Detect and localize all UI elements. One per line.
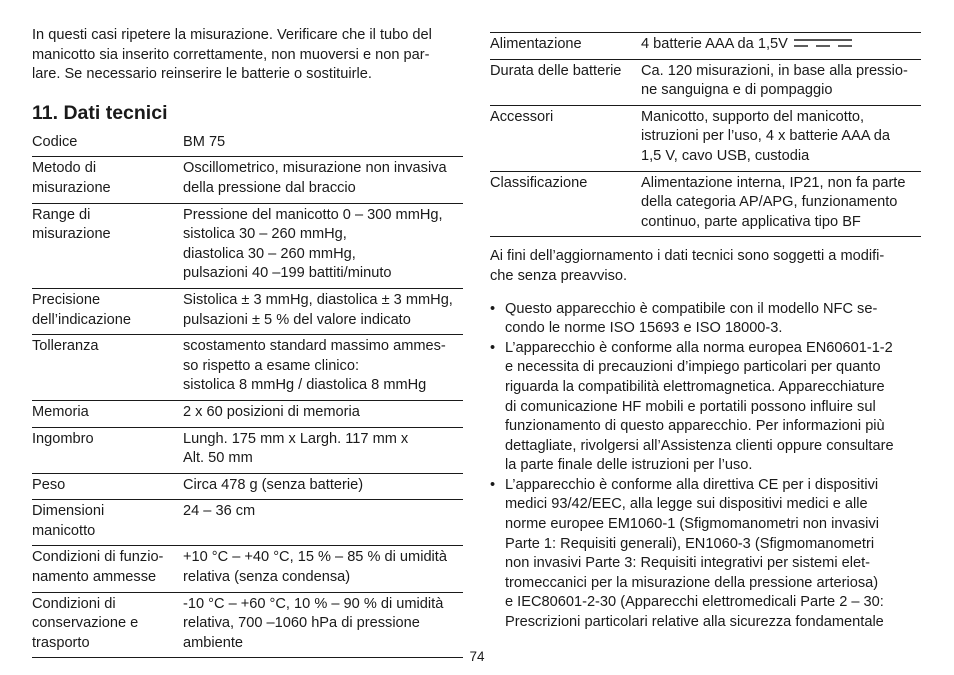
spec-label-line: Dimensioni xyxy=(32,503,105,520)
compliance-item-line: e necessita di precauzioni d’impiego particolari per quanto xyxy=(505,359,881,376)
spec-value xyxy=(641,33,921,60)
right-column xyxy=(490,32,921,633)
spec-label-line: misurazione xyxy=(32,179,111,196)
compliance-item-line: dettagliate, rivolgersi all’Assistenza clienti oppure consultare xyxy=(505,437,894,454)
spec-value-line xyxy=(183,449,463,469)
spec-value xyxy=(641,171,921,237)
spec-row xyxy=(32,546,463,592)
spec-label-line: Durata delle batterie xyxy=(490,62,622,79)
spec-value-line xyxy=(641,127,921,147)
spec-value-line xyxy=(183,311,463,331)
spec-value-line xyxy=(641,81,921,101)
spec-label xyxy=(32,546,183,592)
spec-row xyxy=(490,171,921,237)
spec-value-text: Manicotto, supporto del manicotto, xyxy=(641,108,865,125)
spec-value-text: 1,5 V, cavo USB, custodia xyxy=(641,147,810,164)
spec-label xyxy=(490,105,641,171)
spec-value-line xyxy=(183,206,463,226)
spec-value-text: Lungh. 175 mm x Largh. 117 mm x xyxy=(183,430,409,447)
spec-label-line: trasporto xyxy=(32,634,90,651)
spec-value-line xyxy=(183,159,463,179)
compliance-item-line: Parte 1: Requisiti generali), EN1060-3 (Sfigmomanometri xyxy=(505,535,875,552)
note-line: che senza preavviso. xyxy=(490,267,628,284)
compliance-item-line: medici 93/42/EEC, alla legge sui dispositivi medici e alle xyxy=(505,496,868,513)
spec-label-line: Memoria xyxy=(32,403,89,420)
spec-value xyxy=(183,131,463,157)
compliance-item-line: condo le norme ISO 15693 e ISO 18000-3. xyxy=(505,320,783,337)
compliance-list xyxy=(490,300,921,633)
compliance-item-line: la parte finale delle istruzioni per l’uso. xyxy=(505,457,753,474)
intro-line: manicotto sia inserito correttamente, non muoversi e non par- xyxy=(32,46,430,63)
spec-label-line: Classificazione xyxy=(490,174,588,191)
bullet-icon: • xyxy=(490,300,496,317)
compliance-item-line: di comunicazione HF mobili e portatili possono influire sul xyxy=(505,398,876,415)
intro-line: lare. Se necessario reinserire le batterie o sostituirle. xyxy=(32,66,372,83)
spec-row xyxy=(32,203,463,288)
spec-value-line xyxy=(183,245,463,265)
intro-paragraph xyxy=(32,26,463,85)
spec-row xyxy=(32,335,463,401)
spec-value-text: ambiente xyxy=(183,634,244,651)
spec-value xyxy=(641,59,921,105)
spec-value-line xyxy=(641,174,921,194)
spec-label-line: Metodo di xyxy=(32,160,97,177)
compliance-item-line: riguarda la compatibilità elettromagnetica. Apparecchiature xyxy=(505,378,885,395)
spec-value xyxy=(641,105,921,171)
spec-value-text: 2 x 60 posizioni di memoria xyxy=(183,403,360,420)
spec-label-line: misurazione xyxy=(32,226,111,243)
spec-label xyxy=(32,400,183,427)
spec-label xyxy=(32,335,183,401)
spec-value-line xyxy=(641,193,921,213)
spec-value-line xyxy=(183,403,463,423)
spec-row xyxy=(32,157,463,203)
spec-value-line xyxy=(183,430,463,450)
spec-value-line xyxy=(183,225,463,245)
spec-value xyxy=(183,500,463,546)
spec-label xyxy=(32,473,183,500)
spec-label-line: Alimentazione xyxy=(490,36,582,52)
spec-label-line: Condizioni di xyxy=(32,595,116,612)
spec-value-text: scostamento standard massimo ammes- xyxy=(183,338,446,355)
spec-value-text: sistolica 30 – 260 mmHg, xyxy=(183,226,347,243)
spec-value-text: -10 °C – +60 °C, 10 % – 90 % di umidità xyxy=(183,595,444,612)
spec-value xyxy=(183,546,463,592)
spec-value-text: pulsazioni ± 5 % del valore indicato xyxy=(183,311,411,328)
spec-value-text: relativa, 700 –1060 hPa di pressione xyxy=(183,615,420,632)
spec-label-line: Tolleranza xyxy=(32,338,99,355)
spec-value-line xyxy=(183,357,463,377)
spec-value-text: Pressione del manicotto 0 – 300 mmHg, xyxy=(183,206,443,223)
spec-row xyxy=(32,288,463,334)
spec-value-line xyxy=(183,179,463,199)
spec-value-text: diastolica 30 – 260 mmHg, xyxy=(183,245,356,262)
spec-value-text: continuo, parte applicativa tipo BF xyxy=(641,213,861,230)
spec-value-text: 24 – 36 cm xyxy=(183,503,256,520)
spec-row xyxy=(490,33,921,60)
spec-value xyxy=(183,400,463,427)
spec-value-line xyxy=(183,291,463,311)
compliance-item-line: L’apparecchio è conforme alla direttiva CE per i dispositivi xyxy=(505,476,879,493)
note-line: Ai fini dell’aggiornamento i dati tecnici sono soggetti a modifi- xyxy=(490,248,885,265)
spec-label xyxy=(490,59,641,105)
bullet-icon: • xyxy=(490,339,496,356)
direct-current-icon xyxy=(794,37,852,49)
spec-row xyxy=(32,500,463,546)
compliance-item-line: non invasivi Parte 3: Requisiti integrativi per sistemi elet- xyxy=(505,555,871,572)
spec-label xyxy=(32,157,183,203)
spec-value-line xyxy=(183,502,463,522)
spec-row xyxy=(32,473,463,500)
spec-label xyxy=(32,131,183,157)
spec-value xyxy=(183,427,463,473)
compliance-item-line: funzionamento di questo apparecchio. Per informazioni più xyxy=(505,418,885,435)
spec-value xyxy=(183,335,463,401)
spec-label-line: dell’indicazione xyxy=(32,311,131,328)
compliance-item-line: norme europee EM1060-1 (Sfigmomanometri non invasivi xyxy=(505,516,879,533)
page-number: 74 xyxy=(469,649,485,664)
spec-value-line xyxy=(641,35,921,55)
spec-value-line xyxy=(183,476,463,496)
spec-label-line: Accessori xyxy=(490,108,554,125)
spec-value-line xyxy=(183,264,463,284)
spec-value-line xyxy=(183,133,463,153)
spec-label-line: Ingombro xyxy=(32,430,94,447)
update-note xyxy=(490,247,921,286)
spec-value-line xyxy=(641,147,921,167)
spec-value-text: Sistolica ± 3 mmHg, diastolica ± 3 mmHg, xyxy=(183,291,453,308)
compliance-item xyxy=(490,300,921,339)
spec-label xyxy=(32,500,183,546)
spec-value-text: istruzioni per l’uso, 4 x batterie AAA da xyxy=(641,128,891,145)
spec-row xyxy=(32,400,463,427)
spec-row xyxy=(490,105,921,171)
spec-value xyxy=(183,203,463,288)
technical-data-table xyxy=(32,131,463,659)
spec-value-text: Alt. 50 mm xyxy=(183,450,253,467)
spec-row xyxy=(32,131,463,157)
spec-value-text: sistolica 8 mmHg / diastolica 8 mmHg xyxy=(183,377,427,394)
spec-value-line xyxy=(183,595,463,615)
spec-label-line: Peso xyxy=(32,476,66,493)
spec-value-text: pulsazioni 40 –199 battiti/minuto xyxy=(183,265,392,282)
spec-value-text: relativa (senza condensa) xyxy=(183,569,351,586)
compliance-item xyxy=(490,476,921,633)
spec-value-text: +10 °C – +40 °C, 15 % – 85 % di umidità xyxy=(183,549,447,566)
spec-label-line: manicotto xyxy=(32,522,96,539)
spec-value-text: della pressione dal braccio xyxy=(183,179,356,196)
spec-value-line xyxy=(641,213,921,233)
spec-label-line: Range di xyxy=(32,206,91,223)
spec-value-text: Oscillometrico, misurazione non invasiva xyxy=(183,160,447,177)
compliance-item-line: tromeccanici per la misurazione della pressione arteriosa) xyxy=(505,574,879,591)
spec-label-line: conservazione e xyxy=(32,615,139,632)
bullet-icon: • xyxy=(490,476,496,493)
section-title: 11. Dati tecnici xyxy=(32,101,168,124)
spec-value-line xyxy=(183,337,463,357)
spec-value-line xyxy=(183,614,463,634)
spec-label xyxy=(32,203,183,288)
compliance-item-line: Questo apparecchio è compatibile con il modello NFC se- xyxy=(505,300,878,317)
spec-value xyxy=(183,473,463,500)
spec-value xyxy=(183,288,463,334)
spec-label-line: namento ammesse xyxy=(32,569,157,586)
spec-label-line: Codice xyxy=(32,133,78,150)
spec-row xyxy=(32,427,463,473)
spec-label xyxy=(490,33,641,60)
compliance-item-line: e IEC80601-2-30 (Apparecchi elettromedicali Parte 2 – 30: xyxy=(505,594,884,611)
spec-value-line xyxy=(183,376,463,396)
spec-value xyxy=(183,157,463,203)
spec-value-text: BM 75 xyxy=(183,133,226,150)
spec-value-line xyxy=(183,568,463,588)
left-column xyxy=(32,26,463,658)
compliance-item-line: Prescrizioni particolari relative alla sicurezza fondamentale xyxy=(505,614,884,631)
technical-data-table-continued xyxy=(490,32,921,237)
spec-label-line: Condizioni di funzio- xyxy=(32,549,164,566)
spec-value-text: Circa 478 g (senza batterie) xyxy=(183,476,364,493)
spec-row xyxy=(490,59,921,105)
spec-value-text: ne sanguigna e di pompaggio xyxy=(641,82,833,99)
intro-line: In questi casi ripetere la misurazione. Verificare che il tubo del xyxy=(32,27,432,43)
spec-label-line: Precisione xyxy=(32,291,101,308)
spec-value-text: della categoria AP/APG, funzionamento xyxy=(641,194,898,211)
spec-value-line xyxy=(641,62,921,82)
spec-value-line xyxy=(641,108,921,128)
compliance-item-line: L’apparecchio è conforme alla norma europea EN60601-1-2 xyxy=(505,339,893,356)
spec-value-text: so rispetto a esame clinico: xyxy=(183,357,360,374)
spec-value-text: 4 batterie AAA da 1,5V xyxy=(641,36,788,52)
compliance-item xyxy=(490,339,921,476)
spec-label xyxy=(490,171,641,237)
spec-value-text: Ca. 120 misurazioni, in base alla pressio- xyxy=(641,62,908,79)
spec-label xyxy=(32,288,183,334)
spec-label xyxy=(32,427,183,473)
spec-value-line xyxy=(183,548,463,568)
spec-value-text: Alimentazione interna, IP21, non fa parte xyxy=(641,174,906,191)
